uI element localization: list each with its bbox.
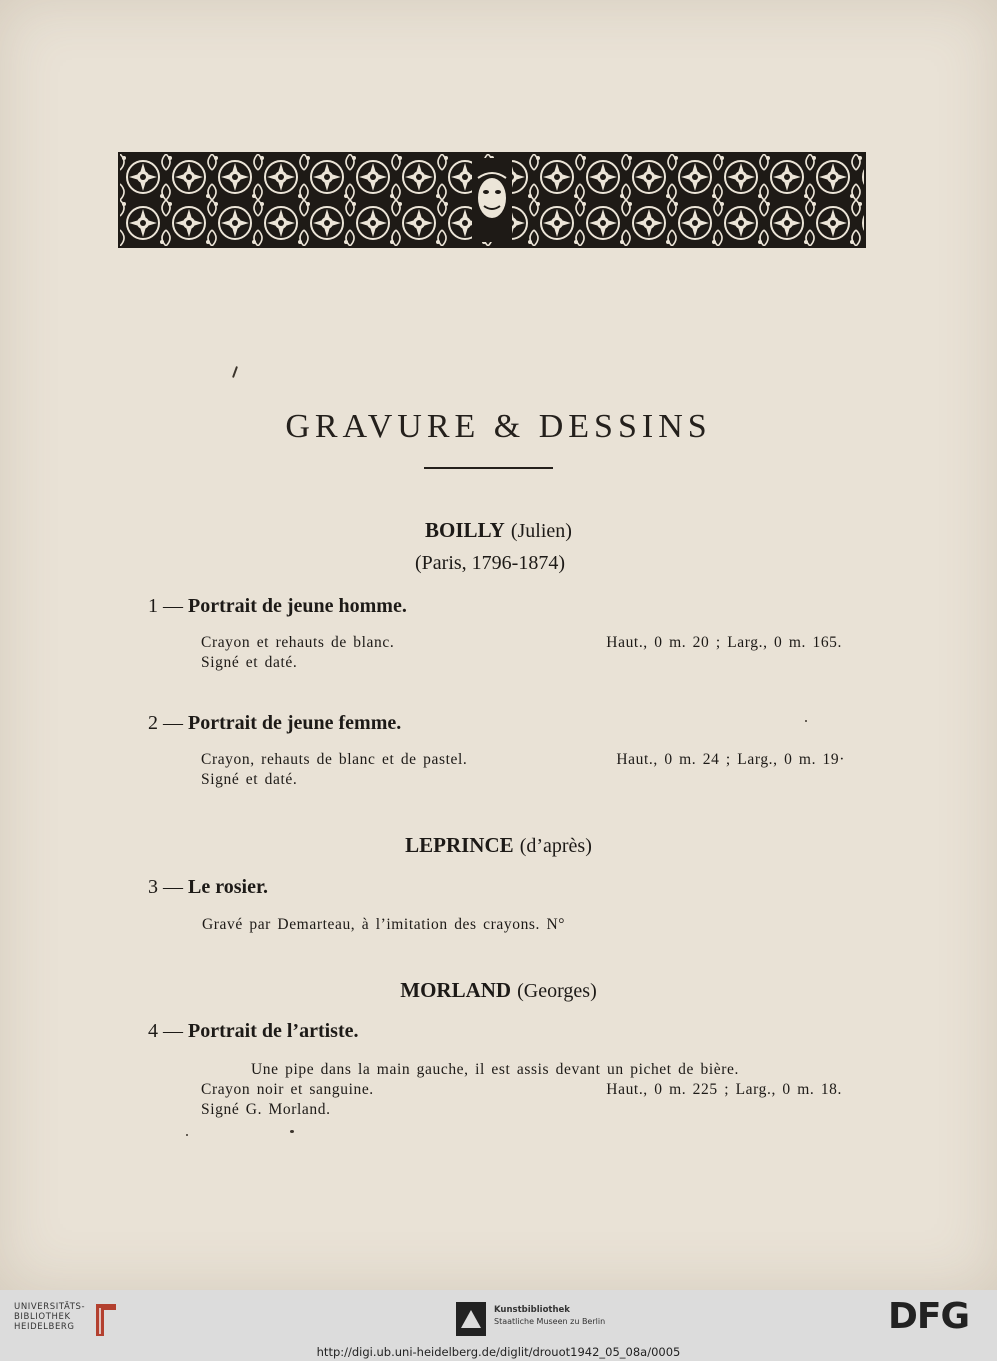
lot-number: 1 — <box>148 595 183 617</box>
lot-number: 2 — <box>148 712 183 734</box>
lot-4-signature: Signé G. Morland. <box>201 1101 331 1118</box>
lot-4-title <box>148 1020 358 1043</box>
paper-speck <box>805 720 807 722</box>
ub-line: BIBLIOTHEK <box>14 1312 71 1322</box>
source-url[interactable]: http://digi.ub.uni-heidelberg.de/diglit/drouot1942_05_08a/0005 <box>316 1345 681 1359</box>
ub-heidelberg-text <box>14 1302 85 1332</box>
ub-line: UNIVERSITÄTS- <box>14 1302 86 1312</box>
artist-firstname: (Julien) <box>510 520 572 542</box>
lot-4-description: Une pipe dans la main gauche, il est assis devant un pichet de bière. <box>251 1061 739 1078</box>
heading-rule <box>424 467 553 469</box>
lot-3-technique: Gravé par Demarteau, à l’imitation des crayons. N° <box>202 916 566 933</box>
lot-1-technique: Crayon et rehauts de blanc. <box>201 634 395 651</box>
section-heading: GRAVURE & DESSINS <box>285 408 712 445</box>
dfg-logo: DFG <box>888 1296 970 1337</box>
lot-1-signature: Signé et daté. <box>201 654 298 671</box>
kunstbibliothek-logo-icon <box>456 1302 486 1336</box>
lot-4-technique: Crayon noir et sanguine. <box>201 1081 374 1098</box>
lot-number: 4 — <box>148 1020 183 1042</box>
kb-subtitle: Staatliche Museen zu Berlin <box>494 1317 606 1326</box>
ornament-pattern <box>120 154 864 246</box>
artist-boilly <box>0 518 997 543</box>
paper-speck <box>186 1134 188 1136</box>
paper-speck <box>290 1130 294 1133</box>
lot-name: Portrait de l’artiste. <box>188 1020 359 1042</box>
lot-2-signature: Signé et daté. <box>201 771 298 788</box>
artist-leprince <box>0 833 997 858</box>
digitization-footer <box>0 1290 997 1361</box>
artist-name: BOILLY <box>425 518 505 542</box>
ub-heidelberg-logo-icon <box>90 1300 120 1340</box>
artist-name: LEPRINCE <box>405 833 514 857</box>
ornamental-header-band <box>118 152 866 248</box>
artist-morland <box>0 978 997 1003</box>
artist-name: MORLAND <box>400 978 512 1002</box>
kb-name: Kunstbibliothek <box>494 1305 570 1315</box>
artist-dates: (Paris, 1796-1874) <box>415 552 565 574</box>
lot-3-title <box>148 876 268 899</box>
lot-2-title <box>148 712 401 735</box>
lot-1-dimensions: Haut., 0 m. 20 ; Larg., 0 m. 165. <box>606 634 842 651</box>
ub-line: HEIDELBERG <box>14 1322 75 1332</box>
artist-firstname: (d’après) <box>519 835 592 857</box>
lot-name: Le rosier. <box>188 876 268 898</box>
lot-2-technique: Crayon, rehauts de blanc et de pastel. <box>201 751 468 768</box>
paper-speck <box>232 366 238 378</box>
kunstbibliothek-text <box>494 1304 605 1327</box>
lot-2-dimensions: Haut., 0 m. 24 ; Larg., 0 m. 19· <box>616 751 845 768</box>
artist-firstname: (Georges) <box>517 980 597 1002</box>
lot-name: Portrait de jeune homme. <box>188 595 407 617</box>
lot-number: 3 — <box>148 876 183 898</box>
lot-name: Portrait de jeune femme. <box>188 712 402 734</box>
lot-1-title <box>148 595 407 618</box>
lot-4-dimensions: Haut., 0 m. 225 ; Larg., 0 m. 18. <box>606 1081 842 1098</box>
